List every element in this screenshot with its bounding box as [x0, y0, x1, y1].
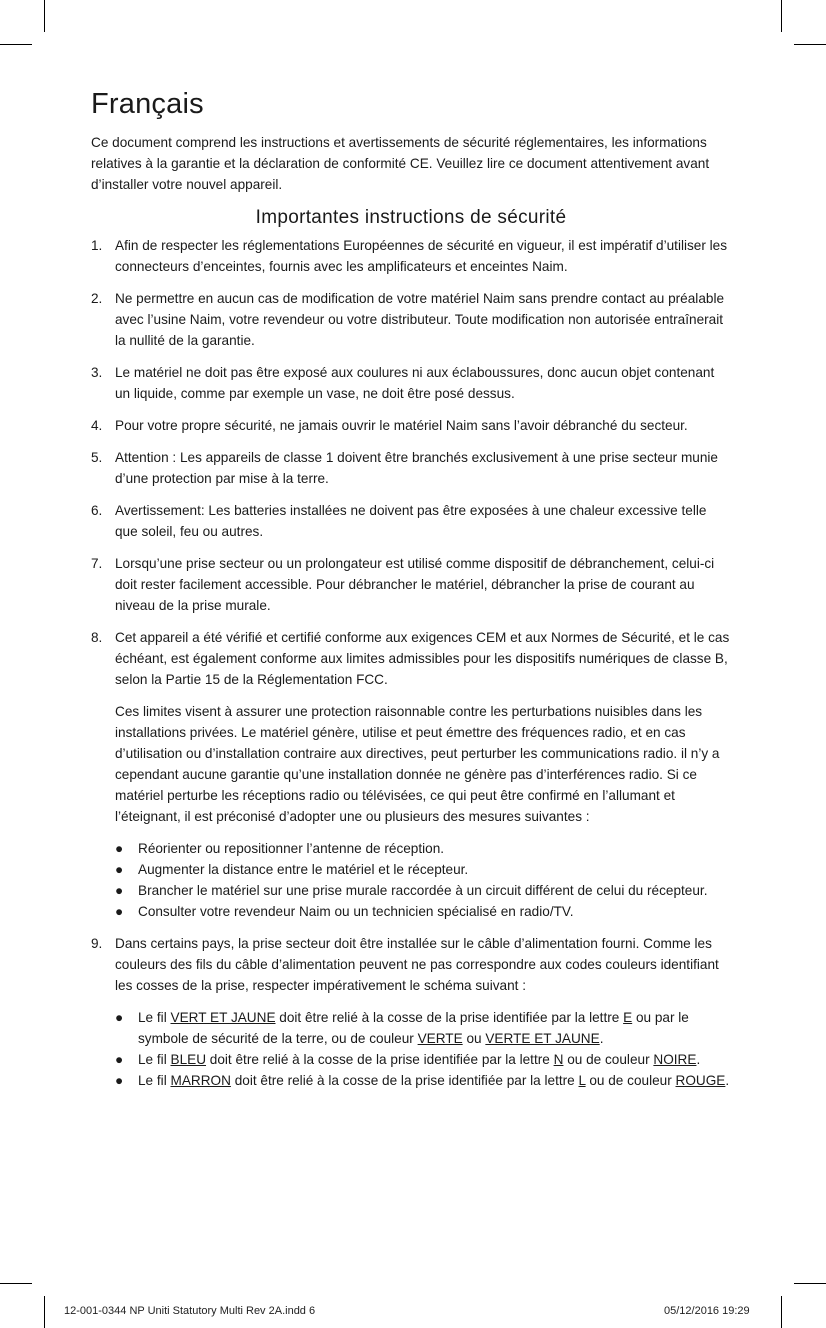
crop-mark	[44, 0, 45, 32]
terminal-letter: L	[578, 1073, 586, 1088]
crop-mark	[794, 1283, 826, 1284]
document-page	[91, 86, 731, 1102]
bullet-icon: ●	[115, 862, 124, 877]
bullet-item: ● Consulter votre revendeur Naim ou un technicien spécialisé en radio/TV.	[115, 901, 731, 922]
item-text: Cet appareil a été vérifié et certifié conforme aux exigences CEM et aux Normes de Sécurité, et le cas échéant, est également conforme aux limites admissibles pour les dispositifs numériques de classe B, selon la Partie 15 de la Réglementation FCC.	[115, 630, 730, 687]
item-number: 5.	[91, 450, 103, 465]
wire-color: VERT ET JAUNE	[170, 1010, 276, 1025]
bullet-icon: ●	[115, 883, 124, 898]
terminal-letter: E	[623, 1010, 633, 1025]
list-item	[91, 447, 731, 489]
wire-color: MARRON	[170, 1073, 231, 1088]
item-number: 8.	[91, 630, 103, 645]
bullet-item: ● Brancher le matériel sur une prise murale raccordée à un circuit différent de celui du récepteur.	[115, 880, 731, 901]
crop-mark	[781, 0, 782, 32]
item-number: 4.	[91, 418, 103, 433]
crop-mark	[44, 1296, 45, 1328]
list-item	[91, 415, 731, 436]
terminal-color: VERTE ET JAUNE	[485, 1031, 600, 1046]
item-text: Ne permettre en aucun cas de modification de votre matériel Naim sans prendre contact au préalable avec l’usine Naim, votre revendeur ou votre distributeur. Toute modification non autorisée entraînerait la nullité de la garantie.	[115, 291, 725, 348]
terminal-color: ROUGE	[675, 1073, 726, 1088]
bullet-item-earth: ● Le fil VERT ET JAUNE doit être relié à la cosse de la prise identifiée par la lettre E ou par le symbole de sécurité de la terre, ou de couleur VERTE ou VERTE ET JAUNE.	[115, 1007, 731, 1049]
list-item	[91, 235, 731, 277]
bullet-icon: ●	[115, 1073, 124, 1088]
crop-mark	[781, 1296, 782, 1328]
item-number: 7.	[91, 556, 103, 571]
crop-mark	[0, 1283, 32, 1284]
crop-mark	[0, 44, 32, 45]
list-item	[91, 362, 731, 404]
bullet-item: ● Réorienter ou repositionner l’antenne de réception.	[115, 838, 731, 859]
bullet-item-live: ● Le fil MARRON doit être relié à la cosse de la prise identifiée par la lettre L ou de couleur ROUGE.	[115, 1070, 731, 1091]
item-text: Pour votre propre sécurité, ne jamais ouvrir le matériel Naim sans l’avoir débranché du secteur.	[115, 418, 688, 433]
item-number: 1.	[91, 238, 103, 253]
intro-paragraph: Ce document comprend les instructions et avertissements de sécurité réglementaires, les informations relatives à la garantie et la déclaration de conformité CE. Veuillez lire ce document attentivement avant d’installer votre nouvel appareil.	[91, 135, 710, 192]
wire-color: BLEU	[170, 1052, 207, 1067]
bullet-icon: ●	[115, 904, 124, 919]
safety-instructions-list	[91, 235, 731, 1091]
list-item	[91, 288, 731, 351]
footer-timestamp: 05/12/2016 19:29	[664, 1305, 750, 1317]
terminal-color: NOIRE	[653, 1052, 697, 1067]
footer-filename: 12-001-0344 NP Uniti Statutory Multi Rev 2A.indd 6	[64, 1305, 316, 1317]
crop-mark	[794, 44, 826, 45]
bullet-icon: ●	[115, 841, 124, 856]
bullet-icon: ●	[115, 1052, 124, 1067]
bullet-icon: ●	[115, 1010, 124, 1025]
item-text: Avertissement: Les batteries installées ne doivent pas être exposées à une chaleur excessive telle que soleil, feu ou autres.	[115, 503, 707, 539]
wiring-list	[115, 1007, 731, 1091]
item-text: Attention : Les appareils de classe 1 doivent être branchés exclusivement à une prise secteur munie d’une protection par mise à la terre.	[115, 450, 718, 486]
item-number: 6.	[91, 503, 103, 518]
list-item-fcc	[91, 627, 731, 922]
item-number: 3.	[91, 365, 103, 380]
item-number: 2.	[91, 291, 103, 306]
list-item-wiring	[91, 933, 731, 1091]
item-text: Afin de respecter les réglementations Européennes de sécurité en vigueur, il est impératif d’utiliser les connecteurs d’enceintes, fournis avec les amplificateurs et enceintes Naim.	[115, 238, 728, 274]
page-title: Français	[91, 88, 204, 120]
terminal-letter: N	[553, 1052, 564, 1067]
list-item	[91, 553, 731, 616]
section-title: Importantes instructions de sécurité	[255, 207, 567, 228]
list-item	[91, 500, 731, 542]
item-paragraph: Ces limites visent à assurer une protection raisonnable contre les perturbations nuisibles dans les installations privées. Le matériel génère, utilise et peut émettre des fréquences radio, et en cas d’utilisation ou d’installation contraire aux directives, peut perturber les communications radio. il n’y a cependant aucune garantie qu’une installation donnée ne génère pas d’interférences radio. Si ce matériel perturbe les réceptions radio ou télévisées, ce qui peut être confirmé en l’allumant et l’éteignant, il est préconisé d’adopter une ou plusieurs des mesures suivantes :	[115, 704, 720, 824]
item-text: Lorsqu’une prise secteur ou un prolongateur est utilisé comme dispositif de débranchement, celui-ci doit rester facilement accessible. Pour débrancher le matériel, débrancher la prise de courant au niveau de la prise murale.	[115, 556, 715, 613]
measures-list	[115, 838, 731, 922]
item-text: Dans certains pays, la prise secteur doit être installée sur le câble d’alimentation fourni. Comme les couleurs des fils du câble d’alimentation peuvent ne pas correspondre aux codes couleurs identifiant les cosses de la prise, respecter impérativement le schéma suivant :	[115, 936, 719, 993]
terminal-color: VERTE	[417, 1031, 463, 1046]
item-text: Le matériel ne doit pas être exposé aux coulures ni aux éclaboussures, donc aucun objet contenant un liquide, comme par exemple un vase, ne doit être posé dessus.	[115, 365, 715, 401]
bullet-item-neutral: ● Le fil BLEU doit être relié à la cosse de la prise identifiée par la lettre N ou de couleur NOIRE.	[115, 1049, 731, 1070]
item-number: 9.	[91, 936, 103, 951]
bullet-item: ● Augmenter la distance entre le matériel et le récepteur.	[115, 859, 731, 880]
